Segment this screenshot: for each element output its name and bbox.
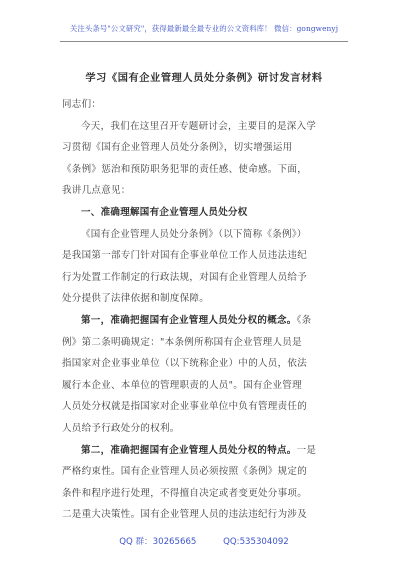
document-title: 学习《国有企业管理人员处分条例》研讨发言材料: [85, 72, 323, 84]
body-line: 我讲几点意见：: [62, 185, 131, 197]
body-line: 今天，我们在这里召开专题研讨会，主要目的是深入学: [81, 120, 317, 132]
section-heading: 一、准确理解国有企业管理人员处分权: [81, 206, 248, 218]
footer-qq-number: QQ:535304092: [223, 537, 289, 547]
footer-contact: [0, 535, 408, 547]
body-line: 习贯彻《国有企业管理人员处分条例》，切实增强运用: [62, 142, 293, 154]
body-line: 人员给予行政处分的权利。: [62, 422, 180, 434]
body-line: 二是重大决策性。国有企业管理人员的违法违纪行为涉及: [62, 509, 308, 521]
body-line: 同志们：: [62, 99, 102, 110]
header-promo-note: 关注头条号"公文研究"，获得最新最全最专业的公文资料库！ 微信：gongwenyj: [69, 24, 339, 33]
body-line: [62, 440, 346, 462]
body-line: 处分提供了法律依据和制度保障。: [62, 293, 210, 305]
line-text: 一是: [296, 444, 317, 456]
body-line: 《国有企业管理人员处分条例》（以下简称《条例》）: [81, 228, 307, 240]
document-body: [62, 94, 346, 526]
body-line: [62, 310, 346, 332]
footer-qq-group: QQ 群：30265665: [119, 537, 197, 547]
body-line: 履行本企业、本单位的管理职责的人员"。国有企业管理: [62, 379, 302, 391]
body-line: 是我国第一部专门针对国有企事业单位工作人员违法违纪: [62, 250, 308, 262]
bold-lead: 第一，准确把握国有企业管理人员处分权的概念。: [81, 314, 297, 326]
body-line: 指国家对企业事业单位（以下统称企业）中的人员，依法: [62, 358, 308, 370]
header-divider: [60, 41, 348, 42]
line-text: 《条: [296, 314, 312, 326]
body-line: 《条例》惩治和预防职务犯罪的责任感、使命感。下面，: [62, 163, 308, 175]
body-line: 人员处分权就是指国家对企业事业单位中负有管理责任的: [62, 401, 308, 413]
body-line: 严格约束性。国有企业管理人员必须按照《条例》规定的: [62, 466, 308, 478]
body-line: 行为处置工作制定的行政法规，对国有企业管理人员给予: [62, 271, 308, 283]
body-line: 例》第二条明确规定："本条例所称国有企业管理人员是: [62, 336, 302, 348]
body-line: 条件和程序进行处理，不得擅自决定或者变更处分事项。: [62, 487, 308, 499]
bold-lead: 第二，准确把握国有企业管理人员处分权的特点。: [81, 444, 297, 456]
